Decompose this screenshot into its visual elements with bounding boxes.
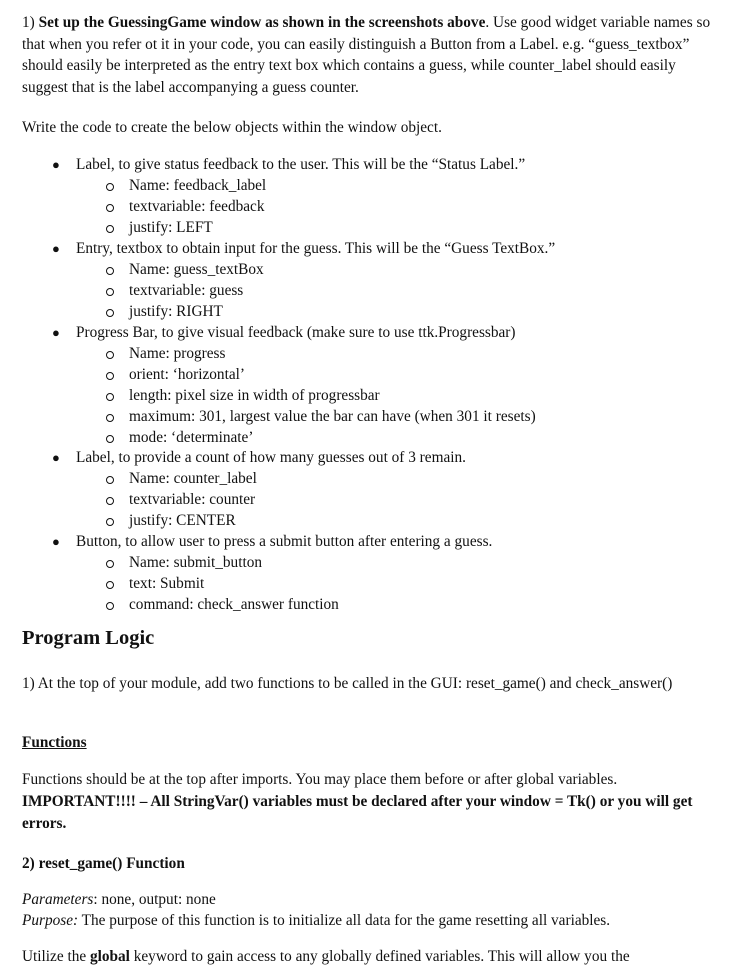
important-note: IMPORTANT!!!! – All StringVar() variables must be declared after your window = Tk() or you will get errors.	[22, 793, 693, 832]
program-logic-heading: Program Logic	[22, 627, 155, 649]
widget-description: Progress Bar, to give visual feedback (make sure to use ttk.Progressbar)	[76, 324, 516, 341]
circle-bullet-icon	[106, 435, 114, 443]
functions-paragraph: Functions should be at the top after imports. You may place them before or after global variables.	[22, 771, 618, 788]
bullet-dot-icon: ●	[52, 325, 60, 340]
circle-bullet-icon	[106, 309, 114, 317]
circle-bullet-icon	[106, 351, 114, 359]
reset-game-heading: 2) reset_game() Function	[22, 855, 185, 872]
write-intro: Write the code to create the below objects within the window object.	[22, 119, 442, 136]
step1-bold-text: Set up the GuessingGame window as shown in the screenshots above	[38, 14, 486, 31]
purpose-line: Purpose: The purpose of this function is to initialize all data for the game resetting all variables.	[22, 912, 611, 929]
circle-bullet-icon	[106, 204, 114, 212]
bullet-dot-icon: ●	[52, 241, 60, 256]
circle-bullet-icon	[106, 581, 114, 589]
circle-bullet-icon	[106, 476, 114, 484]
circle-bullet-icon	[106, 497, 114, 505]
document-page: 1) Set up the GuessingGame window as shown in the screenshots above. Use good widget variable names so that when you refer ot it in your code, you can easily distinguish a Button from a Label. e.g. “guess_textbox” should easily be interpreted as the entry text box which contains a guess, while counter_label should easily suggest that is the label accompanying a guess counter. Write the code to create the below objects within the window object. ● Label, to give status feedback to the user. This will be the “Status Label.” Name: feedback_label textvariable: feedback justify: LEFT ● Entry, textbox to obtain input for the guess. This will be the “Guess TextBox.” Name: guess_textBox textvariable: guess justify: RIGHT ● Progress Bar, to give visual feedback (make sure to use ttk.Progressbar) Name: progress orient: ‘horizontal’ length: pixel size in width of progressbar maximum: 301, largest value the bar can have (when 301 it resets) mode: ‘determinate’ ● Label, to provide a count of how many guesses out of 3 remain. Name: counter_label textvariable: counter justify: CENTER ● Button, to allow user to press a submit button after entering a guess. Name: submit_button text: Submit command: check_answer function Program Logic 1) At the top of your module, add two functions to be called in the GUI: reset_game() and check_answer() Functions Functions should be at the top after imports. You may place them before or after global variables. IMPORTANT!!!! – All StringVar() variables must be declared after your window = Tk() or you will get errors. 2) reset_game() Function Parameters: none, output: none Purpose: The purpose of this function is to initialize all data for the game resetting all variables. Utilize the global keyword to gain access to any globally defined variables. This will allow you the	[0, 0, 733, 973]
circle-bullet-icon	[106, 288, 114, 296]
step1-number: 1)	[22, 14, 35, 31]
circle-bullet-icon	[106, 183, 114, 191]
bullet-dot-icon: ●	[52, 157, 60, 172]
widget-description: Button, to allow user to press a submit button after entering a guess.	[76, 533, 493, 550]
functions-heading: Functions	[22, 734, 87, 751]
step1-paragraph	[22, 12, 715, 98]
global-keyword-line: Utilize the global keyword to gain access to any globally defined variables. This will allow you the	[22, 948, 630, 965]
widget-description: Label, to give status feedback to the user. This will be the “Status Label.”	[76, 156, 526, 173]
bullet-dot-icon: ●	[52, 450, 60, 465]
program-logic-p1: 1) At the top of your module, add two functions to be called in the GUI: reset_game() and check_answer()	[22, 675, 673, 692]
circle-bullet-icon	[106, 372, 114, 380]
circle-bullet-icon	[106, 393, 114, 401]
circle-bullet-icon	[106, 414, 114, 422]
circle-bullet-icon	[106, 518, 114, 526]
circle-bullet-icon	[106, 225, 114, 233]
circle-bullet-icon	[106, 560, 114, 568]
bullet-dot-icon: ●	[52, 534, 60, 549]
circle-bullet-icon	[106, 602, 114, 610]
circle-bullet-icon	[106, 267, 114, 275]
widget-description: Entry, textbox to obtain input for the guess. This will be the “Guess TextBox.”	[76, 240, 556, 257]
step1-rest-text: . Use good widget variable names so that when you refer ot it in your code, you can easily distinguish a Button from a Label. e.g. “guess_textbox” should easily be interpreted as the entry text box which contains a guess, while counter_label should easily suggest that is the label accompanying a guess counter.	[22, 14, 711, 96]
widget-description: Label, to provide a count of how many guesses out of 3 remain.	[76, 449, 466, 466]
parameters-line: Parameters: none, output: none	[22, 891, 216, 908]
